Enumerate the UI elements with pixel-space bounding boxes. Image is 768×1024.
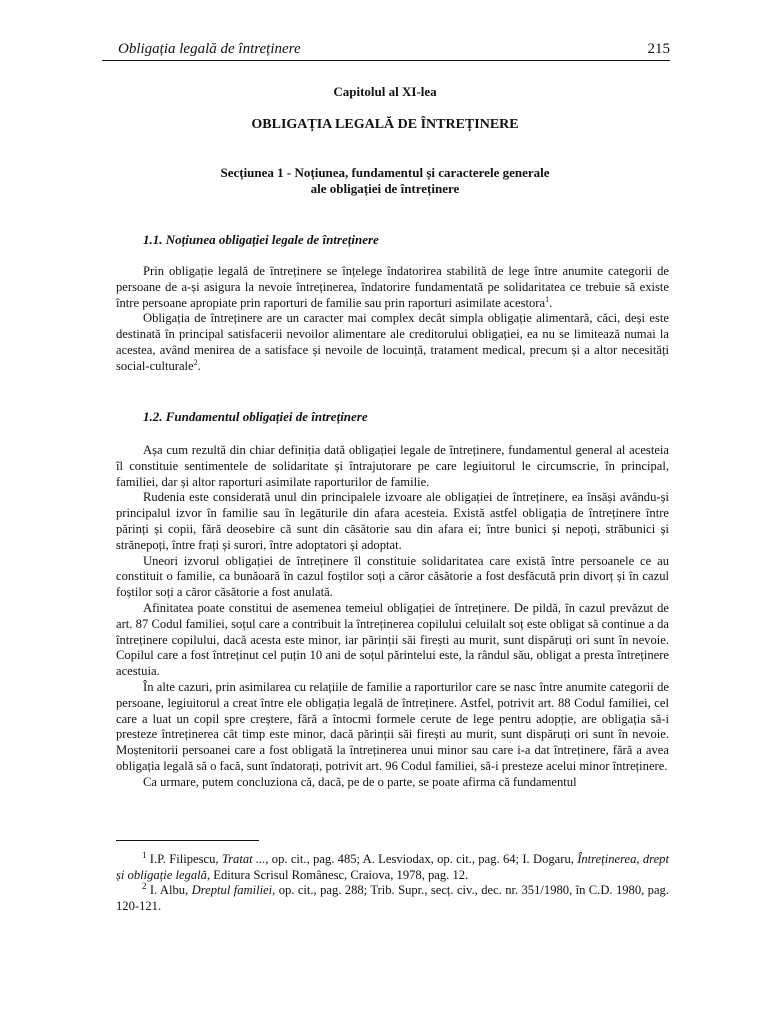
footnote-separator — [116, 840, 259, 841]
section-title-line2: ale obligației de întreținere — [310, 181, 460, 196]
section-title — [100, 165, 670, 197]
footnote-ref-2[interactable]: 2 — [193, 357, 198, 367]
paragraph: Așa cum rezultă din chiar definiția dată obligației legale de întreținere, fundamentul general al acesteia îl constituie sentimentele de solidaritate și întrajutorare pe care legiuitorul le circumscrie, în principal, familiei, dar și altor raporturi asimilate raporturilor de familie. — [116, 443, 669, 489]
running-title: Obligația legală de întreținere — [118, 41, 301, 57]
footnote-2 — [116, 883, 669, 914]
footnote-1 — [116, 849, 669, 883]
paragraph-text: Obligația de întreținere are un caracter mai complex decât simpla obligație alimentară, căci, deși este destinată în principal satisfacerii nevoilor alimentare ale creditorului obligației, ea nu se limitează numai la acestea, având menirea de a satisface și nevoile de locuință, tratament medical, precum și a altor necesități social-culturale — [116, 311, 669, 373]
footnote-text: I. Albu, — [149, 883, 192, 898]
subsection-heading-1-1: 1.1. Noțiunea obligației legale de întreținere — [143, 232, 379, 247]
paragraph-end: . — [549, 295, 553, 310]
paragraph-end: . — [197, 358, 201, 373]
paragraph-text: Prin obligație legală de întreținere se înțelege îndatorirea stabilită de lege între anumite categorii de persoane de a-și asigura la nevoie întreținerea, îndatorire fundamentată pe solidaritatea ce trebuie să existe între persoane apropiate prin raporturi de familie sau prin raporturi asimilate acestora — [116, 264, 669, 310]
footnote-text: op. cit., pag. 288; Trib. Supr., secț. civ., dec. nr. 351/1980, în C.D. 1980, pag. 120-121. — [116, 883, 669, 913]
footnotes — [116, 849, 669, 914]
paragraph: Afinitatea poate constitui de asemenea temeiul obligației de întreținere. De pildă, în cazul prevăzut de art. 87 Codul familiei, soțul care a contribuit la întreținerea copilului celuilalt soț este obligat să continue a da întreținere copilului, dacă acesta este minor, iar părinții săi firești au murit, sunt dispăruți ori sunt în nevoie. Copilul care a fost întreținut cel puțin 10 ani de soțul părintelui este, la rândul său, obligat a presta întreținere acestuia. — [116, 600, 669, 679]
footnote-italic: Tratat ... — [221, 852, 266, 866]
paragraph: Rudenia este considerată unul din principalele izvoare ale obligației de întreținere, ea însăși avându-și principalul izvor în familie sau în legăturile din afara acesteia. Există astfel obligația de întreținere între părinți și copii, fără deosebire că sunt din căsătorie sau din afara ei; între bunici și nepoți, străbunici și strănepoți, între frați și surori, între adoptatori și adoptat. — [116, 490, 669, 552]
footnote-italic: Dreptul familiei, — [191, 883, 276, 898]
footnote-text: , op. cit., pag. 485; A. Lesviodax, op. cit., pag. 64; I. Dogaru, — [265, 852, 578, 866]
chapter-label: Capitolul al XI-lea — [333, 84, 437, 99]
footnote-ref-1[interactable]: 1 — [545, 294, 550, 304]
paragraph: Ca urmare, putem concluziona că, dacă, pe de o parte, se poate afirma că fundamentul — [143, 774, 577, 789]
paragraph: Uneori izvorul obligației de întreținere îl constituie solidaritatea care există între persoanele ce au constituit o familie, ca bunăoară în cazul foștilor soți a căror căsătorie a fost desfăcută prin divorț și în cazul foștilor soți a căror căsătorie a fost anulată. — [116, 553, 669, 600]
subsection-heading-1-2: 1.2. Fundamentul obligației de întreținere — [143, 409, 368, 424]
footnote-italic: Întreținerea, drept și obligație legală — [116, 852, 669, 882]
page-number: 215 — [647, 41, 670, 57]
footnote-text: , Editura Scrisul Românesc, Craiova, 1978, pag. 12. — [206, 867, 469, 882]
subsection-1-2-body — [116, 443, 669, 791]
section-title-line1: Secțiunea 1 - Noțiunea, fundamentul și caracterele generale — [220, 165, 550, 180]
subsection-1-1-body — [116, 264, 669, 375]
paragraph — [116, 311, 669, 374]
paragraph — [116, 264, 669, 311]
running-header — [102, 40, 670, 61]
footnote-number: 1 — [142, 849, 147, 860]
footnote-text: I.P. Filipescu, — [149, 852, 222, 866]
chapter-title: OBLIGAȚIA LEGALĂ DE ÎNTREȚINERE — [251, 117, 519, 132]
paragraph: În alte cazuri, prin asimilarea cu relațiile de familie a raporturilor care se nasc între anumite categorii de persoane, legiuitorul a creat între ele obligația legală de întreținere. Astfel, potrivit art. 88 Codul familiei, cel care a luat un copil spre creștere, fără a întocmi formele cerute de lege pentru adopție, are obligația să-i presteze întreținerea cât timp este minor, dacă părinții săi firești au murit, sunt dispăruți ori sunt în nevoie. Moștenitorii persoanei care a fost obligată la întreținerea unui minor sau care i-a dat întreținere, fără a avea obligația legală să o facă, sunt îndatorați, potrivit art. 96 Codul familiei, să-i presteze acelui minor întreținere. — [116, 679, 669, 773]
footnote-number: 2 — [142, 881, 147, 891]
